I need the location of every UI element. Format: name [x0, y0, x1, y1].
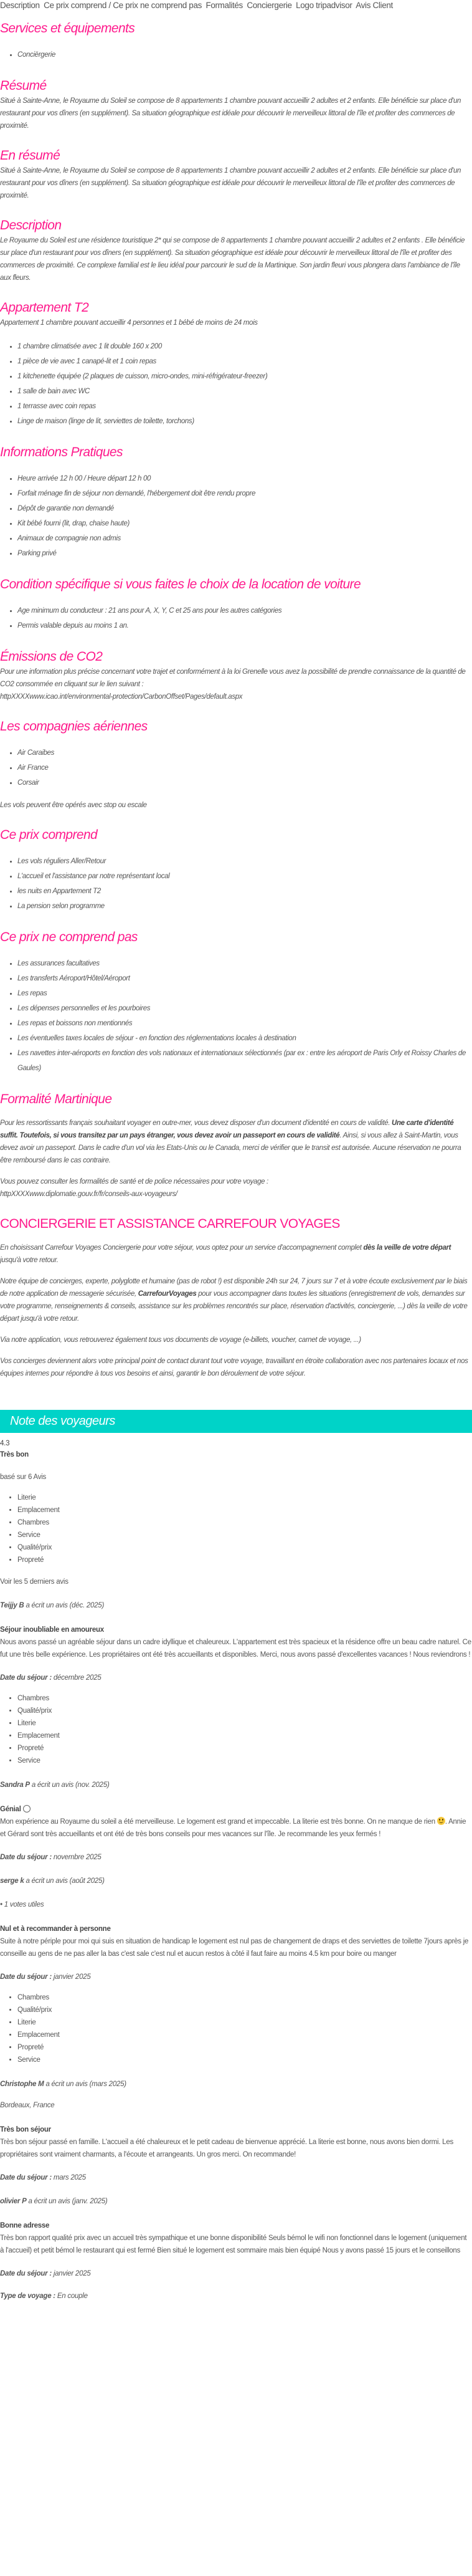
review-stay-date [0, 2172, 472, 2183]
co2-section [0, 648, 472, 703]
text-span: Notre équipe de concierges, experte, polyglotte et humaine (pas de robot !) est disponible 24h sur 24, 7 jours sur 7 et à votre écoute exclusivement par le biais de notre application de messagerie sécurisée, [0, 1278, 468, 1298]
list-item: • 1 pièce de vie avec 1 canapé-lit et 1 coin repas [17, 354, 472, 369]
list-item: • Age minimum du conducteur : 21 ans pour A, X, Y, C et 25 ans pour les autres catégories [17, 603, 472, 618]
review-date: (nov. 2025) [75, 1781, 110, 1789]
list-item: • Les assurances facultatives [17, 956, 472, 971]
nav-link-prix[interactable]: Ce prix comprend / Ce prix ne comprend pas [44, 1, 202, 10]
list-item: • Permis valable depuis au moins 1 an. [17, 618, 472, 633]
reviews-section [0, 1410, 472, 2302]
list-item: • Les dépenses personnelles et les pourboires [17, 1001, 472, 1016]
review-author: olivier P [0, 2198, 27, 2205]
resume-section [0, 77, 472, 132]
list-item: • Dépôt de garantie non demandé [17, 501, 472, 516]
text-span: Mon expérience au Royaume du soleil a été merveilleuse. Le logement est grand et impeccable. La literie est très bonne. On ne manque de rien [0, 1818, 437, 1826]
airlines-list [0, 745, 472, 790]
review-author: serge k [0, 1877, 24, 1885]
criteria-item: • Qualité/prix [17, 2004, 472, 2016]
list-item: • Heure arrivée 12 h 00 / Heure départ 12 h 00 [17, 471, 472, 486]
list-item: • Forfait ménage fin de séjour non demandé, l'hébergement doit être rendu propre [17, 486, 472, 501]
criteria-item: • Literie [17, 2016, 472, 2029]
appartement-intro: Appartement 1 chambre pouvant accueillir 4 personnes et 1 bébé de moins de 24 mois [0, 319, 258, 327]
helpful-votes-text: 1 votes utiles [4, 1901, 44, 1908]
review-title: Très bon séjour [0, 2126, 51, 2133]
rating-count: basé sur 6 Avis [0, 1473, 47, 1481]
text-span: a écrit un avis [26, 1602, 68, 1609]
formalities-section [0, 1091, 472, 1200]
review-body: Suite à notre périple pour moi qui suis en situation de handicap le logement est nul pas de changement de draps et des serviettes de toilette 7jours après je conseille au gens de ne pas aller la bas c'est sale c'est nul et aucun restos à côté il faut faire au moins 4.5 km pour boire ou manger [0, 1938, 469, 1958]
car-rental-section [0, 576, 472, 633]
review-stay-date [0, 1672, 472, 1683]
list-item: • 1 salle de bain avec WC [17, 384, 472, 399]
description-text: Le Royaume du Soleil est une résidence touristique 2* qui se compose de 8 appartements 1 chambre pouvant accueillir 2 adultes et 2 enfants . Elle bénéficie sur place d'un restaurant pour vos dîners (en supplément). Sa situation géographique est idéale pour découvrir le merveilleux littoral de l'île et profiter des commerces de proximité. Ce complexe familial est le lieu idéal pour parcourir le sud de la Martinique. Son jardin fleuri vous plongera dans l'ambiance de l'île aux fleurs. [0, 237, 465, 282]
price-excludes-list [0, 956, 472, 1076]
en-resume-text: Situé à Sainte-Anne, le Royaume du Soleil se compose de 8 appartements 1 chambre pouvant accueillir 2 adultes et 2 enfants. Elle bénéficie sur place d'un restaurant pour vos dîners (en supplément). Sa situation géographique est idéale pour découvrir le merveilleux littoral de l'île et profiter des commerces de proximité. [0, 167, 461, 199]
co2-title: Émissions de CO2 [0, 649, 103, 664]
criteria-item: • Service [17, 1755, 472, 1767]
price-includes-section [0, 826, 472, 914]
list-item: • Conciërgerie [17, 47, 472, 62]
rating-score: 4.3 [0, 1440, 10, 1447]
criteria-item: • Emplacement [17, 2029, 472, 2041]
helpful-votes [0, 1899, 472, 1910]
nav-link-conciergerie[interactable]: Conciergerie [247, 1, 292, 10]
smiley-emoji-icon [437, 1817, 445, 1825]
co2-link[interactable]: httpXXXXwww.icao.int/environmental-protection/CarbonOffset/Pages/default.aspx [0, 693, 243, 701]
list-item: • les nuits en Appartement T2 [17, 884, 472, 899]
review-stay-date [0, 1852, 472, 1863]
rating-criteria-list [0, 1491, 472, 1566]
review-body [0, 1816, 472, 1841]
bullet-icon: • [0, 1901, 2, 1908]
stay-date-label: Date du séjour : [0, 1973, 52, 1981]
nav-link-formalites[interactable]: Formalités [205, 1, 243, 10]
conciergerie-section [0, 1215, 472, 1380]
infos-title: Informations Pratiques [0, 445, 123, 459]
car-rental-list [0, 603, 472, 633]
conciergerie-paragraph-3: Via notre application, vous retrouverez également tous vos documents de voyage (e-billets, voucher, carnet de voyage, ...) [0, 1336, 361, 1344]
conciergerie-paragraph-4: Vos concierges deviennent alors votre principal point de contact durant tout votre voyage, travaillant en étroite collaboration avec nos partenaires locaux et nos équipes internes pour répondre à tous vos besoins et ainsi, garantir le bon déroulement de votre séjour. [0, 1357, 468, 1377]
review-item [0, 1779, 472, 1863]
stay-date-label: Date du séjour : [0, 1854, 52, 1861]
review-author-line [0, 1600, 472, 1611]
criteria-item: • Chambres [17, 1516, 472, 1529]
nav-link-avis-client[interactable]: Avis Client [356, 1, 393, 10]
co2-text-body: Pour une information plus précise concernant votre trajet et conformément à la loi Grenelle vous avez la possibilité de prendre connaissance de la quantité de CO2 consommée en cliquant sur le lien suivant : [0, 668, 466, 688]
review-item [0, 2079, 472, 2183]
review-title-line [0, 1803, 472, 1816]
list-item: • 1 terrasse avec coin repas [17, 399, 472, 414]
list-item: • Les navettes inter-aéroports en fonction des vols nationaux et internationaux sélectionnés (par ex : entre les aéroport de Paris Orly et Roissy Charles de Gaules) [17, 1046, 472, 1076]
stay-date-value: décembre 2025 [53, 1674, 101, 1682]
section-nav [0, 0, 472, 11]
review-trip-type [0, 2291, 472, 2302]
conciergerie-brand: CarrefourVoyages [138, 1290, 197, 1298]
price-excludes-title: Ce prix ne comprend pas [0, 930, 138, 944]
resume-title: Résumé [0, 79, 47, 93]
car-rental-title: Condition spécifique si vous faites le choix de la location de voiture [0, 577, 361, 591]
list-item: • Kit bébé fourni (lit, drap, chaise haute) [17, 516, 472, 531]
airlines-section [0, 718, 472, 812]
list-item: • Les repas [17, 986, 472, 1001]
list-item: • Les éventuelles taxes locales de séjour - en fonction des réglementations locales à destination [17, 1031, 472, 1046]
review-item [0, 2196, 472, 2302]
criteria-item: • Chambres [17, 1991, 472, 2004]
review-title: Bonne adresse [0, 2222, 50, 2229]
infos-section [0, 444, 472, 561]
review-criteria-list [0, 1692, 472, 1767]
trip-type-label: Type de voyage : [0, 2292, 55, 2300]
stay-date-label: Date du séjour : [0, 1674, 52, 1682]
review-stay-date [0, 1971, 472, 1983]
nav-link-tripadvisor-logo[interactable]: Logo tripadvisor [296, 1, 352, 10]
text-span: a écrit un avis [45, 2080, 88, 2088]
text-span: a écrit un avis [26, 1877, 68, 1885]
text-span: pour vous accompagner dans toutes les situations (enregistrement de vols, demandes sur votre programme, renseignements & conseils, assistance sur les problèmes rencontrés sur place, réservation d'activités, conciergerie, ...) dès la veille de votre départ jusqu'à votre retour. [0, 1290, 468, 1323]
formalities-title: Formalité Martinique [0, 1092, 112, 1106]
criteria-item: • Service [17, 1529, 472, 1541]
text-span: jusqu'à votre retour. [0, 1257, 59, 1264]
appartement-title: Appartement T2 [0, 300, 89, 315]
list-item: • 1 kitchenette équipée (2 plaques de cuisson, micro-ondes, mini-réfrigérateur-freezer) [17, 369, 472, 384]
text-span: . Ainsi, si vous allez à Saint-Martin, vous devez avoir un passeport. Dans le cadre d'un vol via les Etats-Unis ou le Canada, merci de vérifier que le transit est autorisée. Aucune réservation ne pourra être remboursé dans le cas contraire. [0, 1132, 461, 1164]
conciergerie-paragraph-1 [0, 1242, 472, 1266]
formalities-bold-text: Une carte d'identité suffit. Toutefois, si vous transitez par un pays étranger, vous devez avoir un passeport en cours de validité [0, 1119, 454, 1139]
review-author: Teijjy B [0, 1602, 24, 1609]
criteria-item: • Emplacement [17, 1504, 472, 1516]
criteria-item: • Propreté [17, 2041, 472, 2054]
criteria-item: • Service [17, 2054, 472, 2066]
review-author-line [0, 1779, 472, 1791]
services-title: Services et équipements [0, 21, 135, 36]
list-item: • Corsair [17, 775, 472, 790]
co2-text [0, 666, 472, 703]
criteria-item: • Propreté [17, 1742, 472, 1755]
appartement-section [0, 299, 472, 429]
appartement-list [0, 339, 472, 429]
rating-label: Très bon [0, 1451, 29, 1458]
list-item: • Les vols réguliers Aller/Retour [17, 854, 472, 869]
en-resume-section [0, 147, 472, 202]
review-item [0, 1600, 472, 1767]
review-author-line [0, 1875, 472, 1887]
review-stay-date [0, 2268, 472, 2279]
text-span: a écrit un avis [28, 2198, 70, 2205]
review-body: Très bon séjour passé en famille. L'accueil a été chaleureux et le petit cadeau de bienvenue apprécié. La literie est bonne, nous avons bien dormi. Les propriétaires sont vraiment charmants, a l'écoute et arrangeants. Un gros merci. On recommande! [0, 2138, 453, 2158]
review-criteria-list [0, 1991, 472, 2066]
list-item: • La pension selon programme [17, 899, 472, 914]
review-author: Christophe M [0, 2080, 44, 2088]
conciergerie-paragraph-2 [0, 1275, 472, 1325]
list-item: • Les repas et boissons non mentionnés [17, 1016, 472, 1031]
text-span: a écrit un avis [31, 1781, 74, 1789]
airlines-note: Les vols peuvent être opérés avec stop ou escale [0, 802, 147, 809]
review-body: Nous avons passé un agréable séjour dans un cadre idyllique et chaleureux. L'appartement est très spacieux et la résidence offre un beau cadre naturel. Ce fut une très belle expérience. Les propriétaires ont été très accueillants et disponibles. Merci, nous avons passé d'excellentes vacances ! Nous reviendrons ! [0, 1639, 471, 1659]
list-item: • Linge de maison (linge de lit, serviettes de toilette, torchons) [17, 414, 472, 429]
reviews-banner: Note des voyageurs [0, 1410, 472, 1433]
review-date: (août 2025) [69, 1877, 105, 1885]
criteria-item: • Emplacement [17, 1730, 472, 1742]
review-author-line [0, 2196, 472, 2207]
formalities-text: Vous pouvez consulter les formalités de santé et de police nécessaires pour votre voyage : [0, 1178, 268, 1185]
stay-date-value: janvier 2025 [53, 2270, 91, 2277]
text-span: En choisissant Carrefour Voyages Conciergerie pour votre séjour, vous optez pour un service d'accompagnement complet [0, 1244, 364, 1252]
criteria-item: • Chambres [17, 1692, 472, 1705]
nav-link-description[interactable]: Description [0, 1, 40, 10]
review-title: Nul et à recommander à personne [0, 1925, 111, 1933]
description-section [0, 217, 472, 284]
list-item: • Animaux de compagnie non admis [17, 531, 472, 546]
grinning-face-icon [23, 1805, 31, 1812]
formalities-paragraph-1 [0, 1117, 472, 1167]
conciergerie-bold-text: dès la veille de votre départ [363, 1244, 451, 1252]
price-excludes-section [0, 929, 472, 1076]
stay-date-value: novembre 2025 [53, 1854, 101, 1861]
review-date: (déc. 2025) [69, 1602, 105, 1609]
review-title: Génial [0, 1806, 21, 1813]
description-title: Description [0, 218, 62, 232]
review-title: Séjour inoubliable en amoureux [0, 1626, 104, 1634]
review-date: (mars 2025) [89, 2080, 126, 2088]
see-last-reviews-link[interactable]: Voir les 5 derniers avis [0, 1578, 68, 1586]
text-span: Pour les ressortissants français souhaitant voyager en outre-mer, vous devez disposer d'un document d'identité en cours de validité. [0, 1119, 392, 1127]
stay-date-label: Date du séjour : [0, 2270, 52, 2277]
review-author: Sandra P [0, 1781, 30, 1789]
conciergerie-title: CONCIERGERIE ET ASSISTANCE CARREFOUR VOYAGES [0, 1217, 340, 1231]
rating-summary [0, 1438, 472, 1460]
review-author-line [0, 2079, 472, 2090]
review-body: Très bon rapport qualité prix avec un accueil très sympathique et une bonne disponibilité Seuls bémol le wifi non fonctionnel dans le logement (uniquement à l'accueil) et petit bémol le restaurant qui est fermé Bien situé le logement est sommaire mais bien équipé Nous y avons passé 15 jours et le conseillons [0, 2234, 467, 2254]
list-item: • Air France [17, 760, 472, 775]
stay-date-value: janvier 2025 [53, 1973, 91, 1981]
review-date: (janv. 2025) [72, 2198, 108, 2205]
review-item [0, 1875, 472, 2066]
price-includes-title: Ce prix comprend [0, 828, 98, 842]
criteria-item: • Literie [17, 1717, 472, 1730]
infos-list [0, 471, 472, 561]
resume-text: Situé à Sainte-Anne, le Royaume du Soleil se compose de 8 appartements 1 chambre pouvant accueillir 2 adultes et 2 enfants. Elle bénéficie sur place d'un restaurant pour vos dîners (en supplément). Sa situation géographique est idéale pour découvrir le merveilleux littoral de l'île et profiter des commerces de proximité. [0, 97, 461, 130]
review-location: Bordeaux, France [0, 2102, 55, 2109]
formalities-link[interactable]: httpXXXXwww.diplomatie.gouv.fr/fr/conseils-aux-voyageurs/ [0, 1190, 177, 1198]
list-item: • 1 chambre climatisée avec 1 lit double 160 x 200 [17, 339, 472, 354]
services-section [0, 20, 472, 62]
list-item: • Air Caraibes [17, 745, 472, 760]
criteria-item: • Propreté [17, 1554, 472, 1566]
trip-type-value: En couple [57, 2292, 88, 2300]
text-span: . Annie et Gérard sont très accueillants et ont été de très bons conseils pour mes vacances sur l'île. Je recommande les yeux fermés ! [0, 1818, 466, 1838]
list-item: • Parking privé [17, 546, 472, 561]
en-resume-title: En résumé [0, 148, 60, 163]
services-list [0, 47, 472, 62]
airlines-title: Les compagnies aériennes [0, 719, 148, 734]
criteria-item: • Literie [17, 1491, 472, 1504]
price-includes-list [0, 854, 472, 914]
list-item: • Les transferts Aéroport/Hôtel/Aéroport [17, 971, 472, 986]
stay-date-value: mars 2025 [53, 2174, 86, 2181]
list-item: • L'accueil et l'assistance par notre représentant local [17, 869, 472, 884]
criteria-item: • Qualité/prix [17, 1705, 472, 1717]
criteria-item: • Qualité/prix [17, 1541, 472, 1554]
formalities-paragraph-2 [0, 1175, 472, 1200]
stay-date-label: Date du séjour : [0, 2174, 52, 2181]
